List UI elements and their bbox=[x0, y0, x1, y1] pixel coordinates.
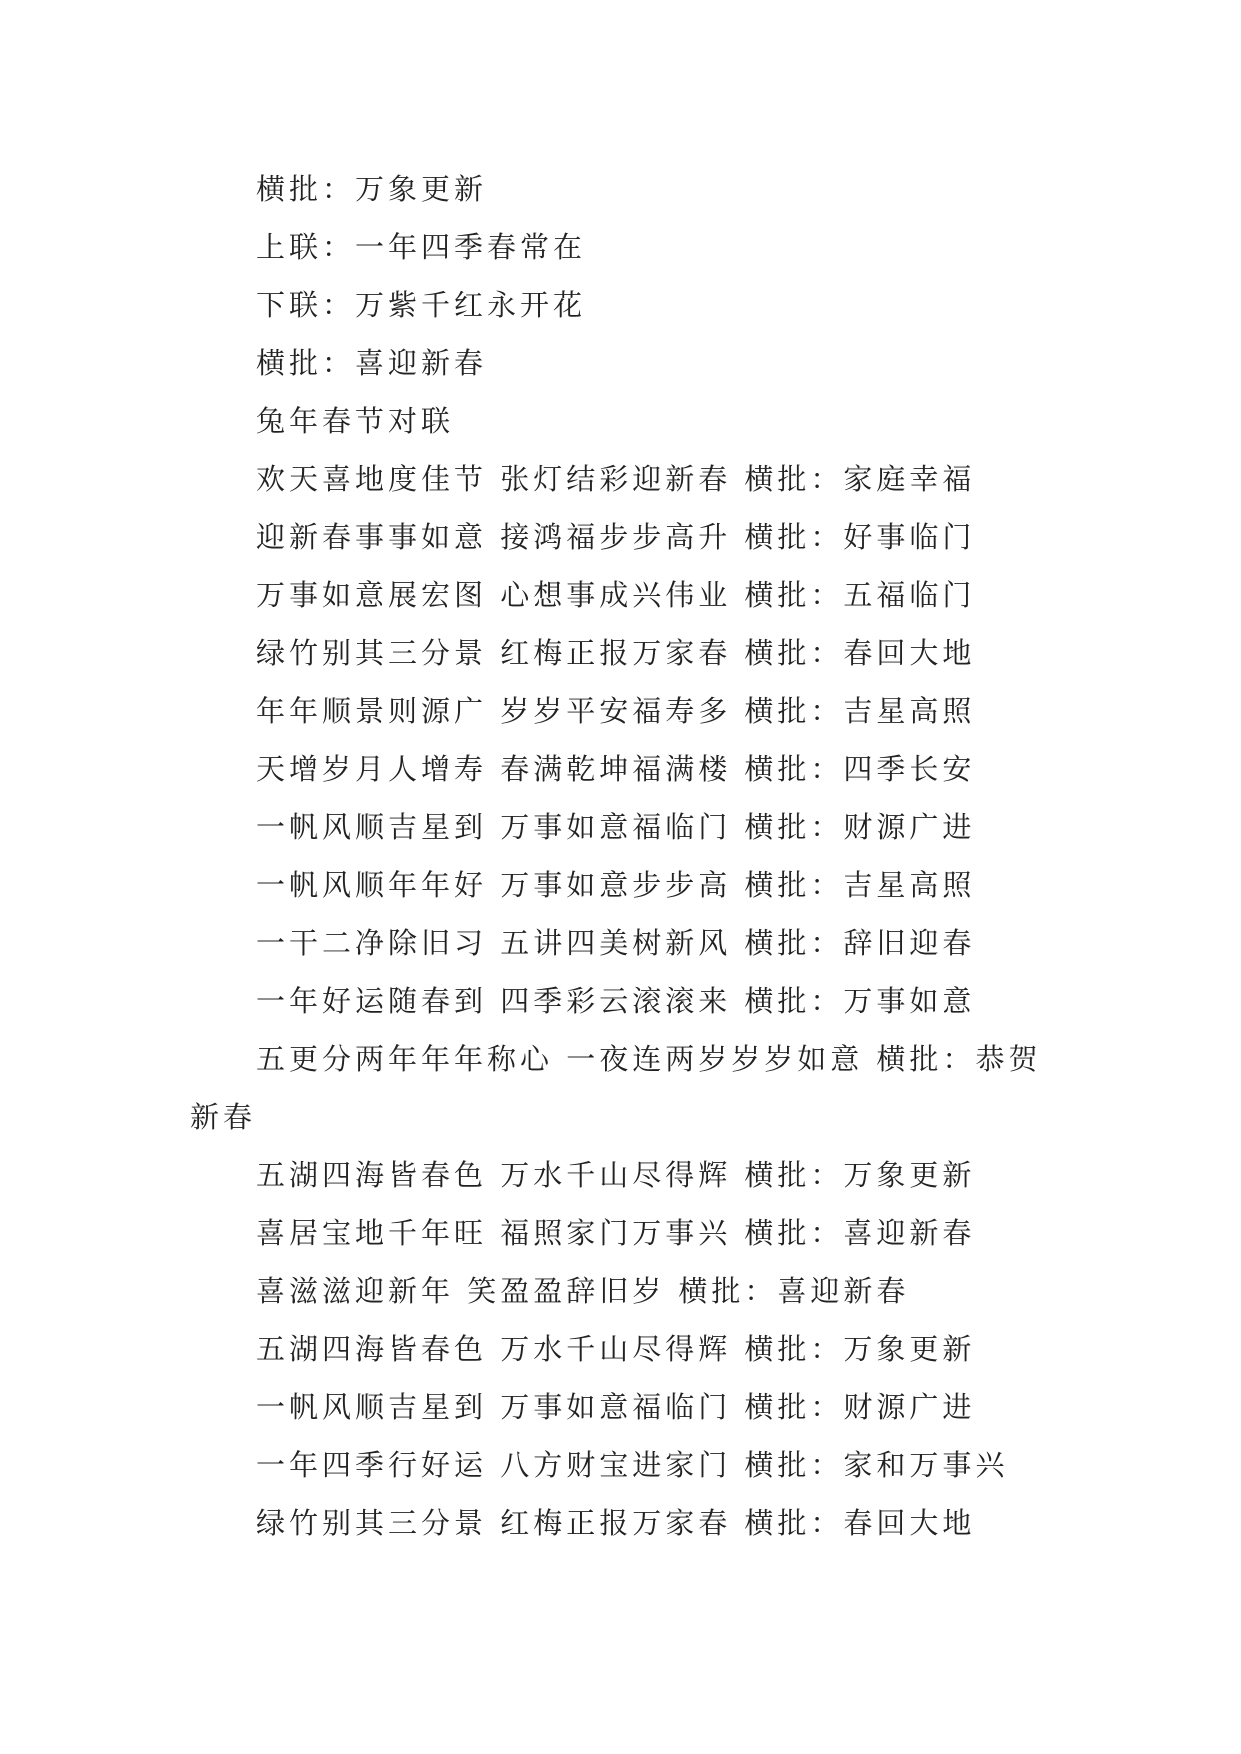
couplet-line: 喜滋滋迎新年 笑盈盈辞旧岁 横批：喜迎新春 bbox=[256, 1274, 910, 1308]
couplet-line: 年年顺景则源广 岁岁平安福寿多 横批：吉星高照 bbox=[256, 694, 976, 728]
paragraph-line: 横批：喜迎新春 bbox=[256, 346, 488, 380]
couplet-line: 一帆风顺吉星到 万事如意福临门 横批：财源广进 bbox=[256, 810, 976, 844]
couplet-line-wrapped: 五更分两年年年称心 一夜连两岁岁岁如意 横批：恭贺新春 bbox=[190, 1042, 1042, 1134]
couplet-line: 万事如意展宏图 心想事成兴伟业 横批：五福临门 bbox=[256, 578, 976, 612]
couplet-line: 一年好运随春到 四季彩云滚滚来 横批：万事如意 bbox=[256, 984, 976, 1018]
paragraph-line: 上联：一年四季春常在 bbox=[256, 230, 587, 264]
couplet-line: 五湖四海皆春色 万水千山尽得辉 横批：万象更新 bbox=[256, 1158, 976, 1192]
couplet-line: 天增岁月人增寿 春满乾坤福满楼 横批：四季长安 bbox=[256, 752, 976, 786]
couplet-line: 绿竹别其三分景 红梅正报万家春 横批：春回大地 bbox=[256, 636, 976, 670]
couplet-line: 欢天喜地度佳节 张灯结彩迎新春 横批：家庭幸福 bbox=[256, 462, 976, 496]
paragraph-line: 横批：万象更新 bbox=[256, 172, 488, 206]
couplet-line: 迎新春事事如意 接鸿福步步高升 横批：好事临门 bbox=[256, 520, 976, 554]
couplet-line: 一帆风顺年年好 万事如意步步高 横批：吉星高照 bbox=[256, 868, 976, 902]
couplet-line: 一干二净除旧习 五讲四美树新风 横批：辞旧迎春 bbox=[256, 926, 976, 960]
couplet-line: 一帆风顺吉星到 万事如意福临门 横批：财源广进 bbox=[256, 1390, 976, 1424]
couplet-line: 喜居宝地千年旺 福照家门万事兴 横批：喜迎新春 bbox=[256, 1216, 976, 1250]
document-body bbox=[190, 160, 1070, 1552]
section-heading: 兔年春节对联 bbox=[256, 404, 455, 438]
couplet-line: 一年四季行好运 八方财宝进家门 横批：家和万事兴 bbox=[256, 1448, 1009, 1482]
couplet-line: 五湖四海皆春色 万水千山尽得辉 横批：万象更新 bbox=[256, 1332, 976, 1366]
paragraph-line: 下联：万紫千红永开花 bbox=[256, 288, 587, 322]
couplet-line: 绿竹别其三分景 红梅正报万家春 横批：春回大地 bbox=[256, 1506, 976, 1540]
